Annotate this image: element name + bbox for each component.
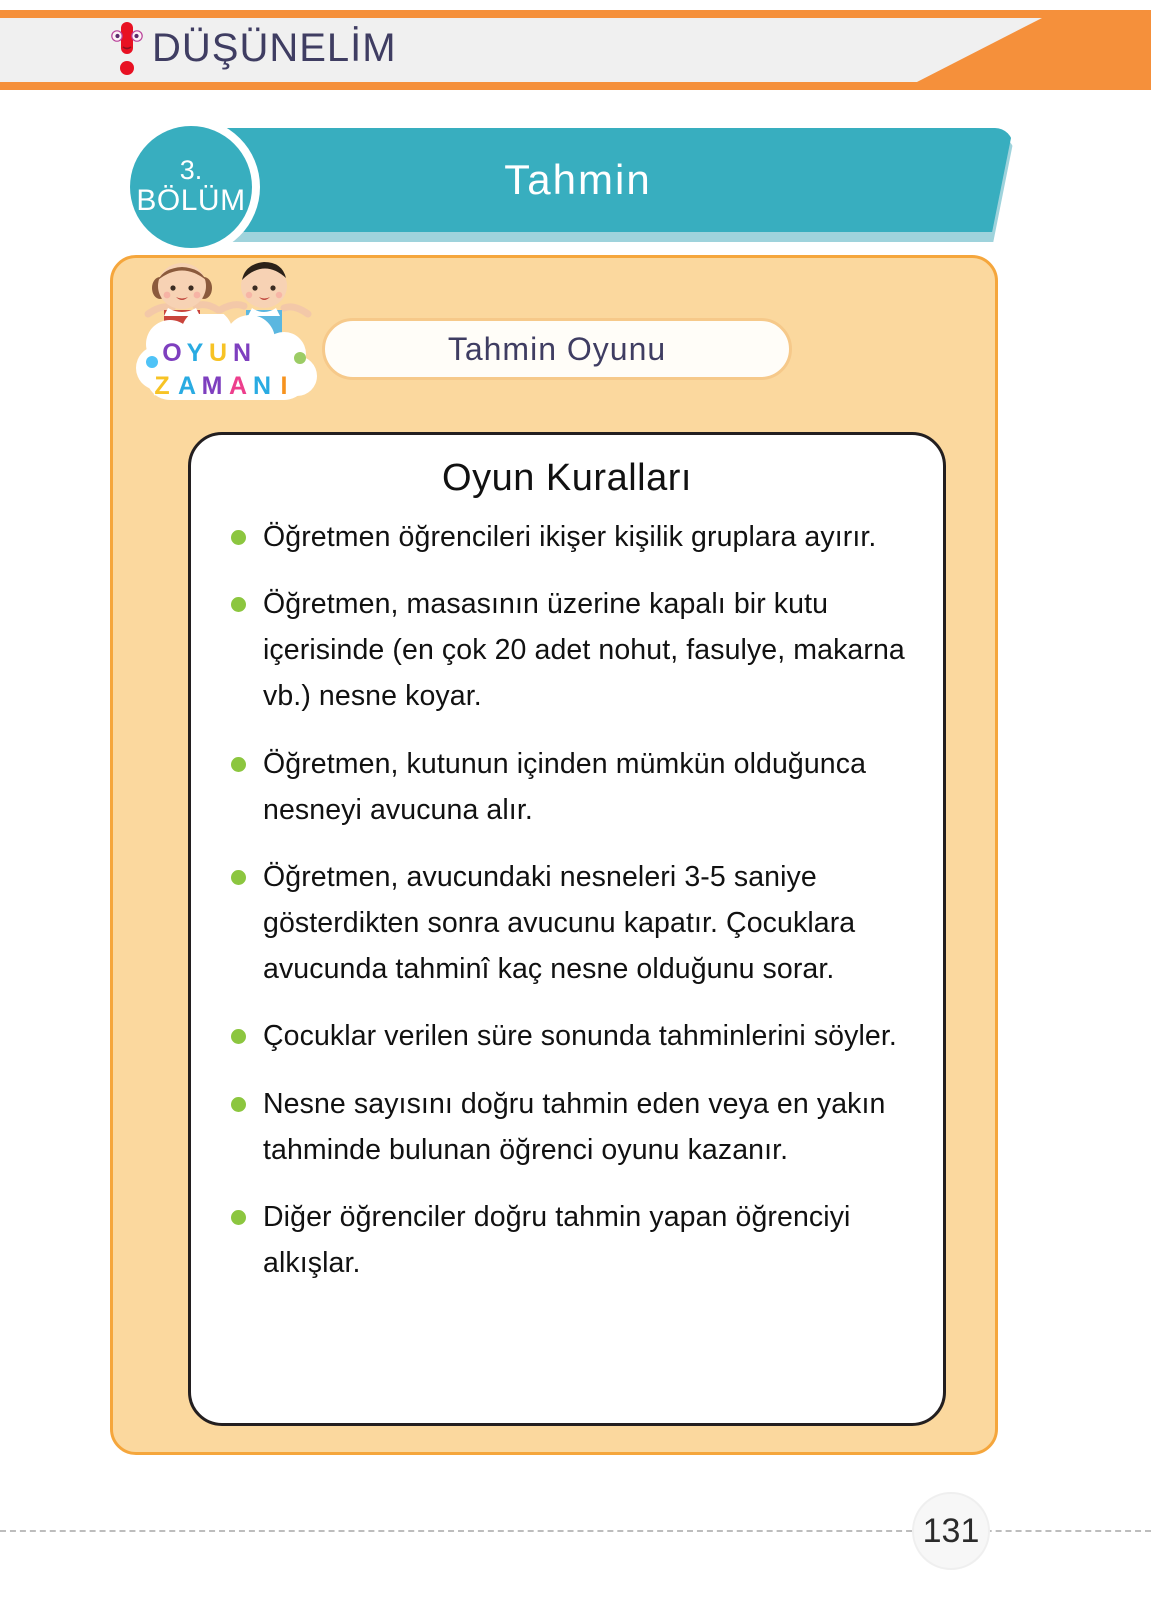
section-badge-number: 3. <box>179 155 203 186</box>
oyun-zamani-wordmark <box>132 314 322 406</box>
rules-card-title: Oyun Kuralları <box>442 457 692 499</box>
svg-text:I: I <box>280 372 288 400</box>
section-title: Tahmin <box>504 156 652 203</box>
exclamation-mark-character-icon <box>110 20 144 76</box>
svg-text:A: A <box>177 372 197 400</box>
list-item: Nesne sayısını doğru tahmin eden veya en yakın tahminde bulunan öğrenci oyunu kazanır. <box>217 1081 917 1173</box>
svg-text:N: N <box>232 339 252 367</box>
page-title: DÜŞÜNELİM <box>152 26 397 70</box>
svg-text:U: U <box>208 339 228 367</box>
svg-text:M: M <box>201 372 223 400</box>
rules-list <box>217 514 917 1286</box>
svg-text:A: A <box>228 372 248 400</box>
list-item: Diğer öğrenciler doğru tahmin yapan öğrenciyi alkışlar. <box>217 1194 917 1286</box>
rules-card <box>188 432 946 1426</box>
svg-text:N: N <box>252 372 272 400</box>
list-item: Öğretmen, avucundaki nesneleri 3-5 saniye gösterdikten sonra avucunu kapatır. Çocuklara avucunda tahminî kaç nesne olduğunu sorar. <box>217 854 917 992</box>
section-badge-label: BÖLÜM <box>136 184 246 218</box>
svg-text:Z: Z <box>154 372 170 400</box>
list-item: Çocuklar verilen süre sonunda tahminlerini söyler. <box>217 1013 917 1059</box>
list-item: Öğretmen, kutunun içinden mümkün olduğunca nesneyi avucuna alır. <box>217 741 917 833</box>
page-number: 131 <box>912 1492 990 1570</box>
section-badge <box>130 126 252 248</box>
svg-text:Y: Y <box>186 339 204 367</box>
svg-text:O: O <box>162 339 182 367</box>
activity-title-pill: Tahmin Oyunu <box>322 318 792 380</box>
oyun-zamani-logo-group <box>132 258 322 406</box>
list-item: Öğretmen, masasının üzerine kapalı bir kutu içerisinde (en çok 20 adet nohut, fasulye, makarna vb.) nesne koyar. <box>217 581 917 719</box>
list-item: Öğretmen öğrencileri ikişer kişilik gruplara ayırır. <box>217 514 917 560</box>
